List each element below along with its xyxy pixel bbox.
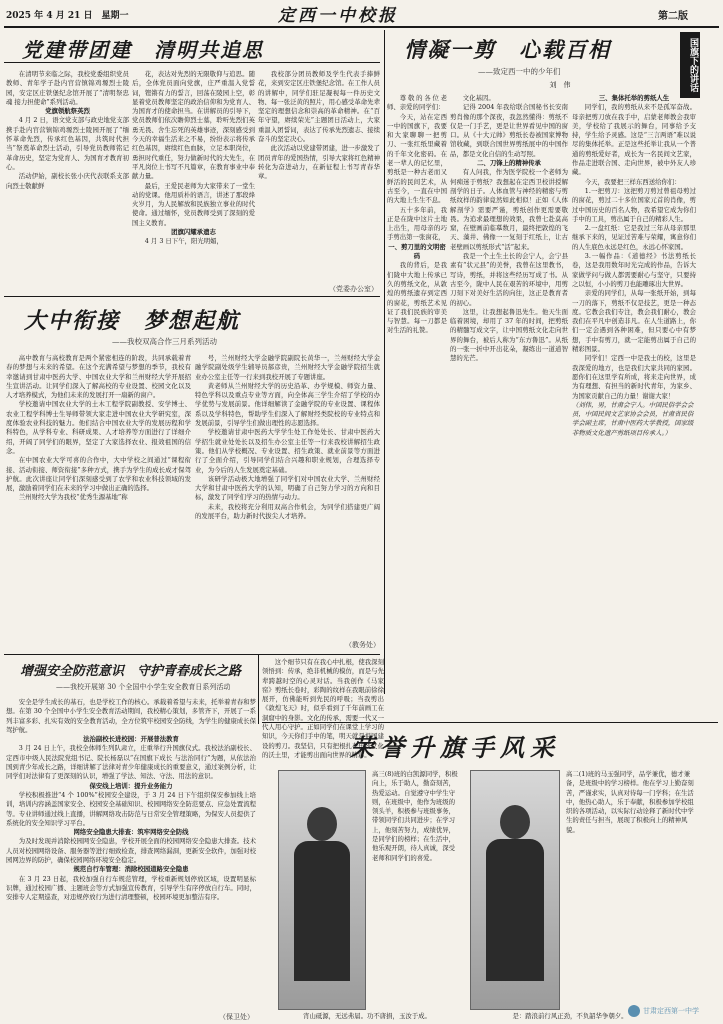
- paragraph: 3 月 24 日上午，我校全体师生列队肃立，庄重举行升国旗仪式。我校法治副校长、定西市中级人民法院党组书记、院长杨磊以“在国旗下成长 与法治同行”为题，从依法治国到青少年成长之路，详细讲解了法律对青少年健康成长的重要意义，通过案例分析，让同学们对法律有了更深刻的认识，增强了学法、知法、守法、用法的意识。: [6, 744, 256, 781]
- paragraph: 高中教育与高校教育是两个紧密相连的阶段，共同承载着青春的梦想与未来的希望。在这个充满希望与梦想的季节，我校有幸邀请到甘肃中医药大学、中国农业大学和兰州财经大学开展招生宣讲活动。让同学们深入了解高校的专业设置、校园文化以及人才培养模式，为他们未来的发展打开一扇新的窗户。: [6, 354, 191, 400]
- student2-caption: 是：踏浪前行风正劲，不负韶华争朝夕。: [512, 1012, 628, 1020]
- column-divider: [258, 654, 259, 724]
- student1-caption: 宵山砥源，无远弗届。功不唐捐，玉汝于成。: [303, 1012, 431, 1020]
- paragraph: 我的背后，是我们陇中大地上传承已久的剪纸文化，从敦煌的剪纸遗存到定西的窗花，剪纸艺术见证了我们民族的审美与智慧。每一刀都是对生活的礼赞。: [387, 261, 447, 335]
- paragraph: 记得 2004 年我给联合国秘书长安南剪肖像的那个深夜，我忽然懂得：剪纸不仅是一门手艺，更是让世界看见中国的窗口。从《十大元帅》剪纸长卷被国家博物馆收藏，到联合国世界剪纸展中的中国作品，都是文化自信的生动写照。: [450, 103, 568, 158]
- article4-subtitle: ——我校开展第 30 个全国中小学生安全教育日系列活动: [56, 683, 231, 691]
- article1-title: 党建带团建 清明共追思: [22, 38, 264, 62]
- divider: [4, 296, 380, 297]
- article2-title: 情凝一剪 心载百相: [404, 37, 611, 62]
- page-header: [0, 0, 723, 26]
- paragraph: 该研学活动极大地增强了同学们对中国农业大学、兰州财经大学和甘肃中医药大学的认知，明确了自己努力学习的方向和目标，激发了同学们学习的热情与动力。: [195, 474, 380, 502]
- paragraph: 今天，我要把三样东西送给你们：: [584, 177, 681, 186]
- paragraph: 此次活动以党建带团建，进一步激发了团员青年的爱国热情，引导大家将红色精神转化为奋进动力，在新征程上书写青春华章。: [258, 144, 380, 181]
- article1-byline: （党委办公室）: [329, 285, 378, 293]
- paragraph: 3.一幅作品：《道德经》书法剪纸长卷，这是我用数年时光完成的作品，告诉大家做学问与做人都需要耐心与坚守，只要持之以恒，小小的剪刀也能雕琢出大世界。: [572, 252, 696, 288]
- paragraph: 在 3 月 23 日起，我校加强自行车规范管理，学校重新规划停放区域，设置明显标识牌，通过校园广播、主题班会等方式加强宣传教育，引导学生有序停放自行车。同时，安排专人定期巡查，对违规停放行为进行清理整顿，校园环境更加整洁有序。: [6, 874, 256, 902]
- article3-byline: （教务处）: [345, 641, 380, 649]
- paragraph: 在中国农业大学可喜的合作中，大中学校之间通过“课程衔接、活动衔接、师资衔接”多种方式，携手为学生的成长成才保驾护航。此次讲座让同学们深刻感受到了农学和农业科技领域的发展，激励着同学们在未来的学习中做出正确的选择。: [6, 456, 191, 493]
- edition-label: 第二版: [658, 11, 688, 22]
- paragraph: 我是一个土生土长的会宁人，会宁县素有“状元县”的美誉，我曾在这里教书，写诗，剪纸，并将这些经历写成了书。从古至今，陇中人民在艰苦的环境中，用剪刀刻下对美好生活的向往，这正是教育者的初心。: [450, 252, 568, 307]
- portrait-body-icon: [486, 839, 544, 981]
- paragraph: 尊敬的各位老师、亲爱的同学们：: [387, 94, 447, 112]
- portrait-body-icon: [294, 841, 350, 981]
- paragraph: 五十多年前，我正是在陇中这片土地上出生，用母亲的巧手剪出第一张窗花，: [387, 205, 447, 242]
- subheading: 三、集体托举的剪纸人生: [598, 94, 670, 102]
- subheading: 法治副校长进校园：开展普法教育: [83, 735, 179, 744]
- paragraph: 学校积极推进“4 个 100%”校园安全建设，于 3 月 24 日下午组织保安参加线上培训，培训内容涵盖国家安全、校园安全基础知识、校园网络安全防范要点、应急处置流程等。专业讲师通过线上直播，讲解网络攻击防范与日常安全管理策略，为保安人员提供了系统化的安全知识学习平台。: [6, 790, 256, 827]
- paragraph: 这里，让我想起鲁迅先生。他天生面临着困境，却用了 37 年的时间，把剪纸的精髓写成文字，让中国剪纸文化走向世界的舞台，被后人称为“东方鲁迅”。从纸的一张一折中开出花朵，凝练出一道道智慧的光芒。: [450, 307, 568, 363]
- article4-body: [6, 698, 256, 1020]
- issue-date: 2025 年 4 月 21 日 星期一: [6, 11, 129, 21]
- subheading: 一、剪刀里的文明密码: [388, 242, 446, 261]
- footer-logo-text: 甘肃定西第一中学: [643, 1007, 699, 1015]
- article1-col1: [6, 70, 129, 294]
- article3-subtitle: ——我校双高合作三月系列活动: [112, 337, 217, 346]
- paragraph: 兰州财经大学为我校“优秀生源基地”称: [18, 493, 128, 502]
- subheading: 二、刀锋上的精神传承: [477, 159, 541, 168]
- paragraph: 我校部分团员教师及学生代表手捧鲜花，来到安定区庄铁堡纪念馆。在工作人员的讲解中，同学们驻足凝视每一件历史文物、每一张泛黄的照片，用心感受革命先辈坚定的理想信念和崇高的革命精神。在“百年守望，赓续荣光”主题团日活动上，大家重温入团誓词，表达了传承先烈遗志、接续奋斗的坚定决心。: [258, 70, 380, 144]
- paragraph: 黄老师从兰州财经大学的历史沿革、办学规模、师资力量、特色学科以及重点专业等方面，向全体高三学生介绍了学校的办学优势与发展前景。他详细解读了金融学院的专业设置、课程体系以及学科特色，帮助学生们深入了解财经类院校的专业特点和发展前景，引导学生们做出理性的志愿选择。: [195, 381, 380, 428]
- paragraph: 文化基因。: [462, 94, 495, 102]
- paragraph: 有人问我，作为医学院校一个老师为何痴迷于剪纸？我想起在定西卫校讲授解剖学的日子。人体血管与神经的精密与剪纸纹样的韵律竟然如此相似！正如《人体解剖学》需要严谨，剪纸创作更需要敬畏。为追求最理想的效果，我曾七赴莫高窟，在壁画前临摹数月，最终把敦煌的飞天、藻井、佛像一一复刻于红纸上，让古老壁画以剪纸形式“活”起来。: [450, 168, 568, 251]
- paragraph: 4 月 3 日下午，阳光明媚，: [144, 237, 223, 246]
- article3-col2: [195, 354, 380, 644]
- student1-description: 高三(8)班的白凯源同学，积极向上，乐于助人，勤奋刻苦，热爱运动。自觉遵守中学生守则，在班级中，他作为班级的领头羊，积极参与班级事务，带领同学们共同进步；在学习上，他刻苦努力，成绩优异，是同学们的榜样；在生活中，他乐观开朗，待人真诚，深受老师和同学们的喜爱。: [372, 770, 458, 862]
- article2-col-b: [450, 94, 568, 694]
- paragraph: 同学们！定西一中是我士的校，这里是我深爱的地方，也是我们大家共同的家园。愿你们在这里学有所成，将来走向世界，成为有理想、有担当的新时代青年，为家乡、为国家贡献自己的力量！谢谢大家！: [572, 354, 696, 400]
- article3-col1: [6, 354, 191, 652]
- article4-byline: （保卫处）: [219, 1013, 254, 1021]
- subheading: 团旗闪耀承遗志: [171, 228, 216, 237]
- paragraph: 花，表达对先烈的无限敬仰与追思。随后，全体党员面向党旗，庄严重温入党誓词，铿锵有力的誓言，回荡在陵园上空，彰显着党员教师坚定的政治信仰和为党育人、为国育才的使命担当。在讲解员的引导下，党员教师们依次瞻仰烈士墓，聆听先烈们英勇无畏、舍生忘死的英雄事迹，深刻感受到今天的幸福生活来之不易，纷纷表示将传承红色基因，赓续红色血脉，立足本职岗位，勇担时代重任，努力做新时代的大先生，在平凡岗位上书写不凡篇章，在教育事业中奉献力量。: [132, 70, 255, 181]
- portrait-head-icon: [307, 807, 337, 841]
- header-rule: [4, 26, 719, 28]
- paragraph: 学校邀请甘肃中医药大学学生处工作处处长、甘肃中医药大学招生就业处处长以及招生办公室主任等一行来我校讲解招生政策。他们从学校概况、专业设置、招生政策、就业前景等方面进行了全面介绍，引导同学们结合兴趣和职业规划，合理选择专业，为今后的人生发展奠定基础。: [195, 428, 380, 474]
- paragraph: 今天，站在定西一中的国旗下，我要和大家聊聊一把剪刀、一张红纸里藏着的千年文化密码。在老一辈人的记忆里，剪纸是一种古老而又鲜活的民间艺术，从古至今，一直在中国的大地上生生不息。: [387, 112, 447, 205]
- paragraph: 在清明节来临之际，我校党委组织党员教师、青年学子赴内官营镇锦鸡塬烈士陵园，安定区庄铁堡纪念馆开展了“清明祭忠魂 接力担使命”系列活动。: [6, 70, 129, 106]
- divider: [262, 722, 718, 723]
- column-divider: [384, 30, 385, 694]
- article2-subtitle: ——致定西一中的少年们: [478, 67, 561, 76]
- article5-title: 荣誉升旗手风采: [350, 733, 560, 762]
- article1-col2: [132, 70, 255, 294]
- article2-col-c: [572, 94, 696, 694]
- paragraph: 最后，王爱民老师为大家带来了一堂生动的党课。他用质朴的语言，讲述了那段烽火岁月，为人民解放和民族独立事业的时代使命。通过缅怀，党员教师受到了深刻的爱国主义教育。: [132, 181, 255, 227]
- paragraph: 亲爱的同学们，从每一张纸开始，到每一刀的落下，剪纸不仅是技艺，更是一种态度。它教会我们专注，教会我们耐心，教会我们在平凡中创造非凡。在人生道路上，你们一定会遇到各种困难，但只要心中有梦想，手中有剪刀，就一定能剪出属于自己的精彩图景。: [572, 289, 696, 354]
- school-logo-icon: [628, 1005, 640, 1017]
- paragraph: 安全是学生成长的基石，也是学校工作的核心。承载着希望与未来，托举着青春和梦想。在第 30 个全国中小学生安全教育活动期间，我校精心策划，多管齐下，开展了一系列丰富多彩、扎实有效的安全教育活动，全方位筑牢校园安全防线，为学生的健康成长保驾护航。: [6, 698, 256, 734]
- student2-description: 高二(1)班的马玉强同学，品学兼优，德才兼备，是班级中的学习榜样。他在学习上勤奋刻苦，严谨求实，认真对待每一门学科；在生活中，他热心助人，乐于奉献，积极参加学校组织的各项活动，以实际行动诠释了新时代中学生的责任与担当，展现了积极向上的精神风貌。: [566, 770, 694, 834]
- subheading: 保安线上培训：提升业务能力: [89, 781, 173, 790]
- student2-photo: [470, 770, 560, 1010]
- portrait-head-icon: [500, 805, 530, 839]
- subheading: 规范自行车管理：消除校园道路安全隐患: [73, 865, 189, 874]
- paragraph: 为及时发现并消除校园网安全隐患，学校开展全面的校园网络安全隐患大排查。技术人员对校园网络设备、服务器等进行细致检查，排查网络漏洞，更新安全软件，加强对校园网边界的防护，确保校园网络环境安全稳定。: [6, 837, 256, 865]
- article3-title: 大中衔接 梦想起航: [24, 308, 241, 334]
- paragraph: 活动伊始，副校长张小庆代表联系支部向烈士敬献鲜: [6, 172, 129, 190]
- article4-title: 增强安全防范意识 守护青春成长之路: [20, 664, 242, 679]
- article2-continuation: [262, 658, 384, 759]
- student1-photo: [278, 770, 366, 1010]
- article1-col3: [258, 70, 380, 288]
- paragraph: 4 月 2 日，语文党支部与政史地党支部携手赴内官营镇锦鸡塬烈士陵园开展了“缅怀革命先烈，传承红色基因，共筑时代担当”祭奠革命烈士活动，引导党员教师铭记革命历史，坚定为党育人、为国育才教育初心。: [6, 116, 129, 171]
- footer-logo: [628, 1002, 720, 1020]
- article2-col-a: [387, 94, 447, 694]
- paragraph: 号，兰州财经大学金融学院副院长黄华一，兰州财经大学金融学院副处级学生辅导员郝彦贵，兰州财经大学金融学院招生就业办公室主任等一行来到我校开展了专题讲座。: [195, 354, 380, 381]
- paragraph: 未来，我校将充分利用双高合作机会，为同学们搭建更广阔的发展平台，助力新时代拔尖人才培养。: [195, 502, 380, 521]
- paragraph: 学校邀请中国农业大学的土木工程学院副教授、安学博士、农业工程学科博士生导师带领大家走进中国农业大学研究室，深度体验农业科技的魅力。他们结合中国农业大学的发展历程和学科特色，从学科专业、科研成果、人才培养等方面进行了详细介绍，开阔了同学们的眼界，坚定了大家选择农业、报效祖国的信念。: [6, 400, 191, 455]
- masthead-title: 定西一中校报: [278, 6, 398, 26]
- divider: [4, 62, 380, 63]
- author-bio: （刘伟，男，甘肃会宁人。中国民俗学会会员，中国民间文艺家协会会员，甘肃省民俗学会副主席，甘肃中医药大学教授，国家级非物质文化遗产剪纸项目传承人。）: [572, 400, 694, 437]
- divider: [4, 654, 380, 655]
- article2-author: 刘 伟: [549, 81, 571, 89]
- subheading: 党旗领航祭英烈: [45, 107, 90, 116]
- paragraph: 这个细节只有在我心中扎根，使我深刻领悟到：传承，绝非机械的模仿，而是与先辈跨越时空的心灵对话。当我创作《马家窑》剪纸长卷时，彩陶的纹样在我眼前徐徐展开，仿佛能听到先民的呼吸；当我剪出《敦煌飞天》时，似乎看到了千年前画工在洞窟中的身影。文化的传承，需要一代又一代人用心守护。正如同学们在课堂上学习的知识，今天你们手中的笔，明天就是祖国建设的剪刀。我坚信，只有把根扎在传统文化的沃土里，才能剪出面向世界的精彩。: [262, 658, 384, 759]
- paragraph: 同学们，我的剪纸从来不是孤军奋战。母亲把剪刀放在我手中，启蒙老师教会我审美，学校给了我展示的舞台，同事给予支持，学生给予灵感。这是“三言两语”难以说尽的集体托举。正是这些托举让我从一个普通的剪纸爱好者，成长为一名民间文艺家，作品走进联合国、走向世界，被中外友人珍藏。: [572, 103, 696, 177]
- paragraph: 1.一把剪刀：这把剪刀剪过曾祖母剪过的窗花，剪过二十多位国家元首的肖像，剪过中国历史的百名人物，我希望它成为你们手中的工具，剪出属于自己的精彩人生。: [572, 186, 696, 223]
- side-label: 国旗下的讲话: [680, 32, 700, 98]
- subheading: 网络安全隐患大排查：筑牢网络安全防线: [73, 828, 189, 837]
- paragraph: 2.一盘红纸：它是我过三年从母亲那里继承下来的，见证过苦难与荣耀，寓意你们的人生底色永远是红色，永远心怀家国。: [572, 224, 696, 251]
